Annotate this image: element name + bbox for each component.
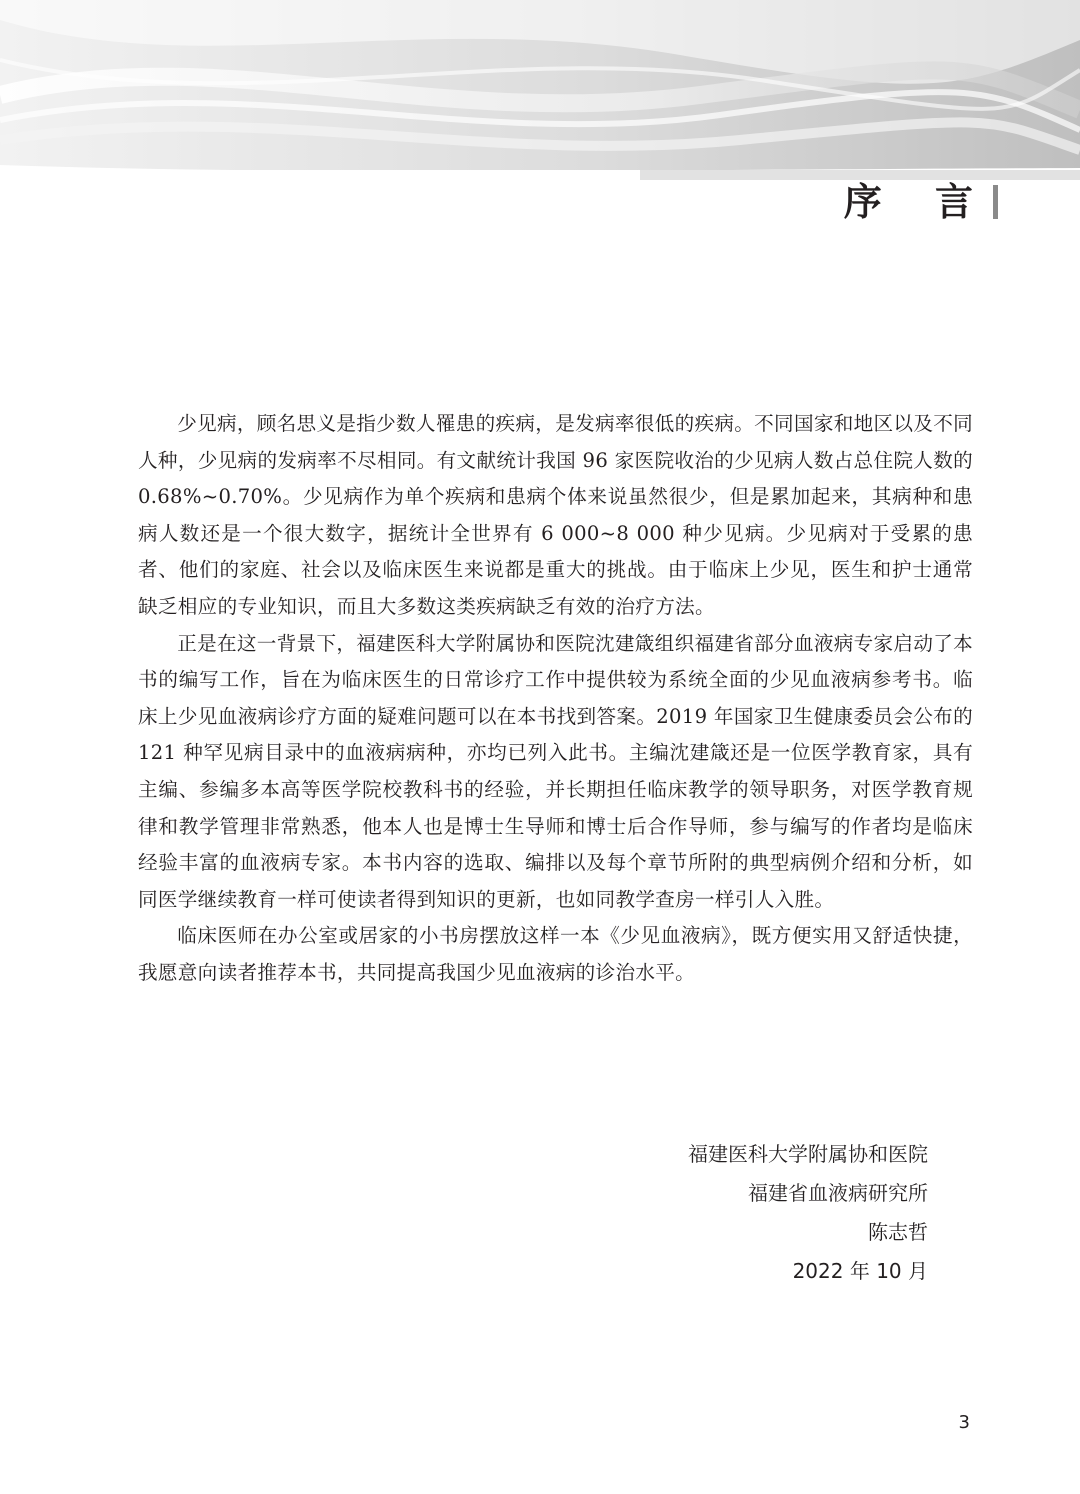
signature-author: 陈志哲 [868,1220,928,1244]
title-accent-bar [993,185,998,219]
header-decorative-band [0,0,1080,180]
page-number: 3 [958,1412,970,1433]
title-area [844,180,998,224]
header-wave-graphic [0,0,1080,180]
paragraph-2: 正是在这一背景下，福建医科大学附属协和医院沈建箴组织福建省部分血液病专家启动了本书的编写工作，旨在为临床医生的日常诊疗工作中提供较为系统全面的少见血液病参考书。临床上少见血液病诊疗方面的疑难问题可以在本书找到答案。2019 年国家卫生健康委员会公布的 121 种罕见病目录中的血液病病种，亦均已列入此书。主编沈建箴还是一位医学教育家，具有主编、参编多本高等医学院校教科书的经验，并长期担任临床教学的领导职务，对医学教育规律和教学管理非常熟悉，他本人也是博士生导师和博士后合作导师，参与编写的作者均是临床经验丰富的血液病专家。本书内容的选取、编排以及每个章节所附的典型病例介绍和分析，如同医学继续教育一样可使读者得到知识的更新，也如同教学查房一样引人入胜。 [138,631,973,911]
page-title: 序 言 [843,180,993,224]
signature-date: 2022 年 10 月 [792,1259,928,1283]
paragraph-1: 少见病，顾名思义是指少数人罹患的疾病，是发病率很低的疾病。不同国家和地区以及不同人种，少见病的发病率不尽相同。有文献统计我国 96 家医院收治的少见病人数占总住院人数的 0.68%~0.70%。少见病作为单个疾病和患病个体来说虽然很少，但是累加起来，其病种和患病人数还是一个很大数字，据统计全世界有 6 000~8 000 种少见病。少见病对于受累的患者、他们的家庭、社会以及临床医生来说都是重大的挑战。由于临床上少见，医生和护士通常缺乏相应的专业知识，而且大多数这类疾病缺乏有效的治疗方法。 [138,412,973,618]
signature-block [688,1135,928,1291]
signature-institute: 福建省血液病研究所 [748,1181,928,1205]
preface-body [138,406,973,992]
paragraph-3: 临床医师在办公室或居家的小书房摆放这样一本《少见血液病》，既方便实用又舒适快捷，我愿意向读者推荐本书，共同提高我国少见血液病的诊治水平。 [138,924,973,984]
signature-institution: 福建医科大学附属协和医院 [688,1142,928,1166]
